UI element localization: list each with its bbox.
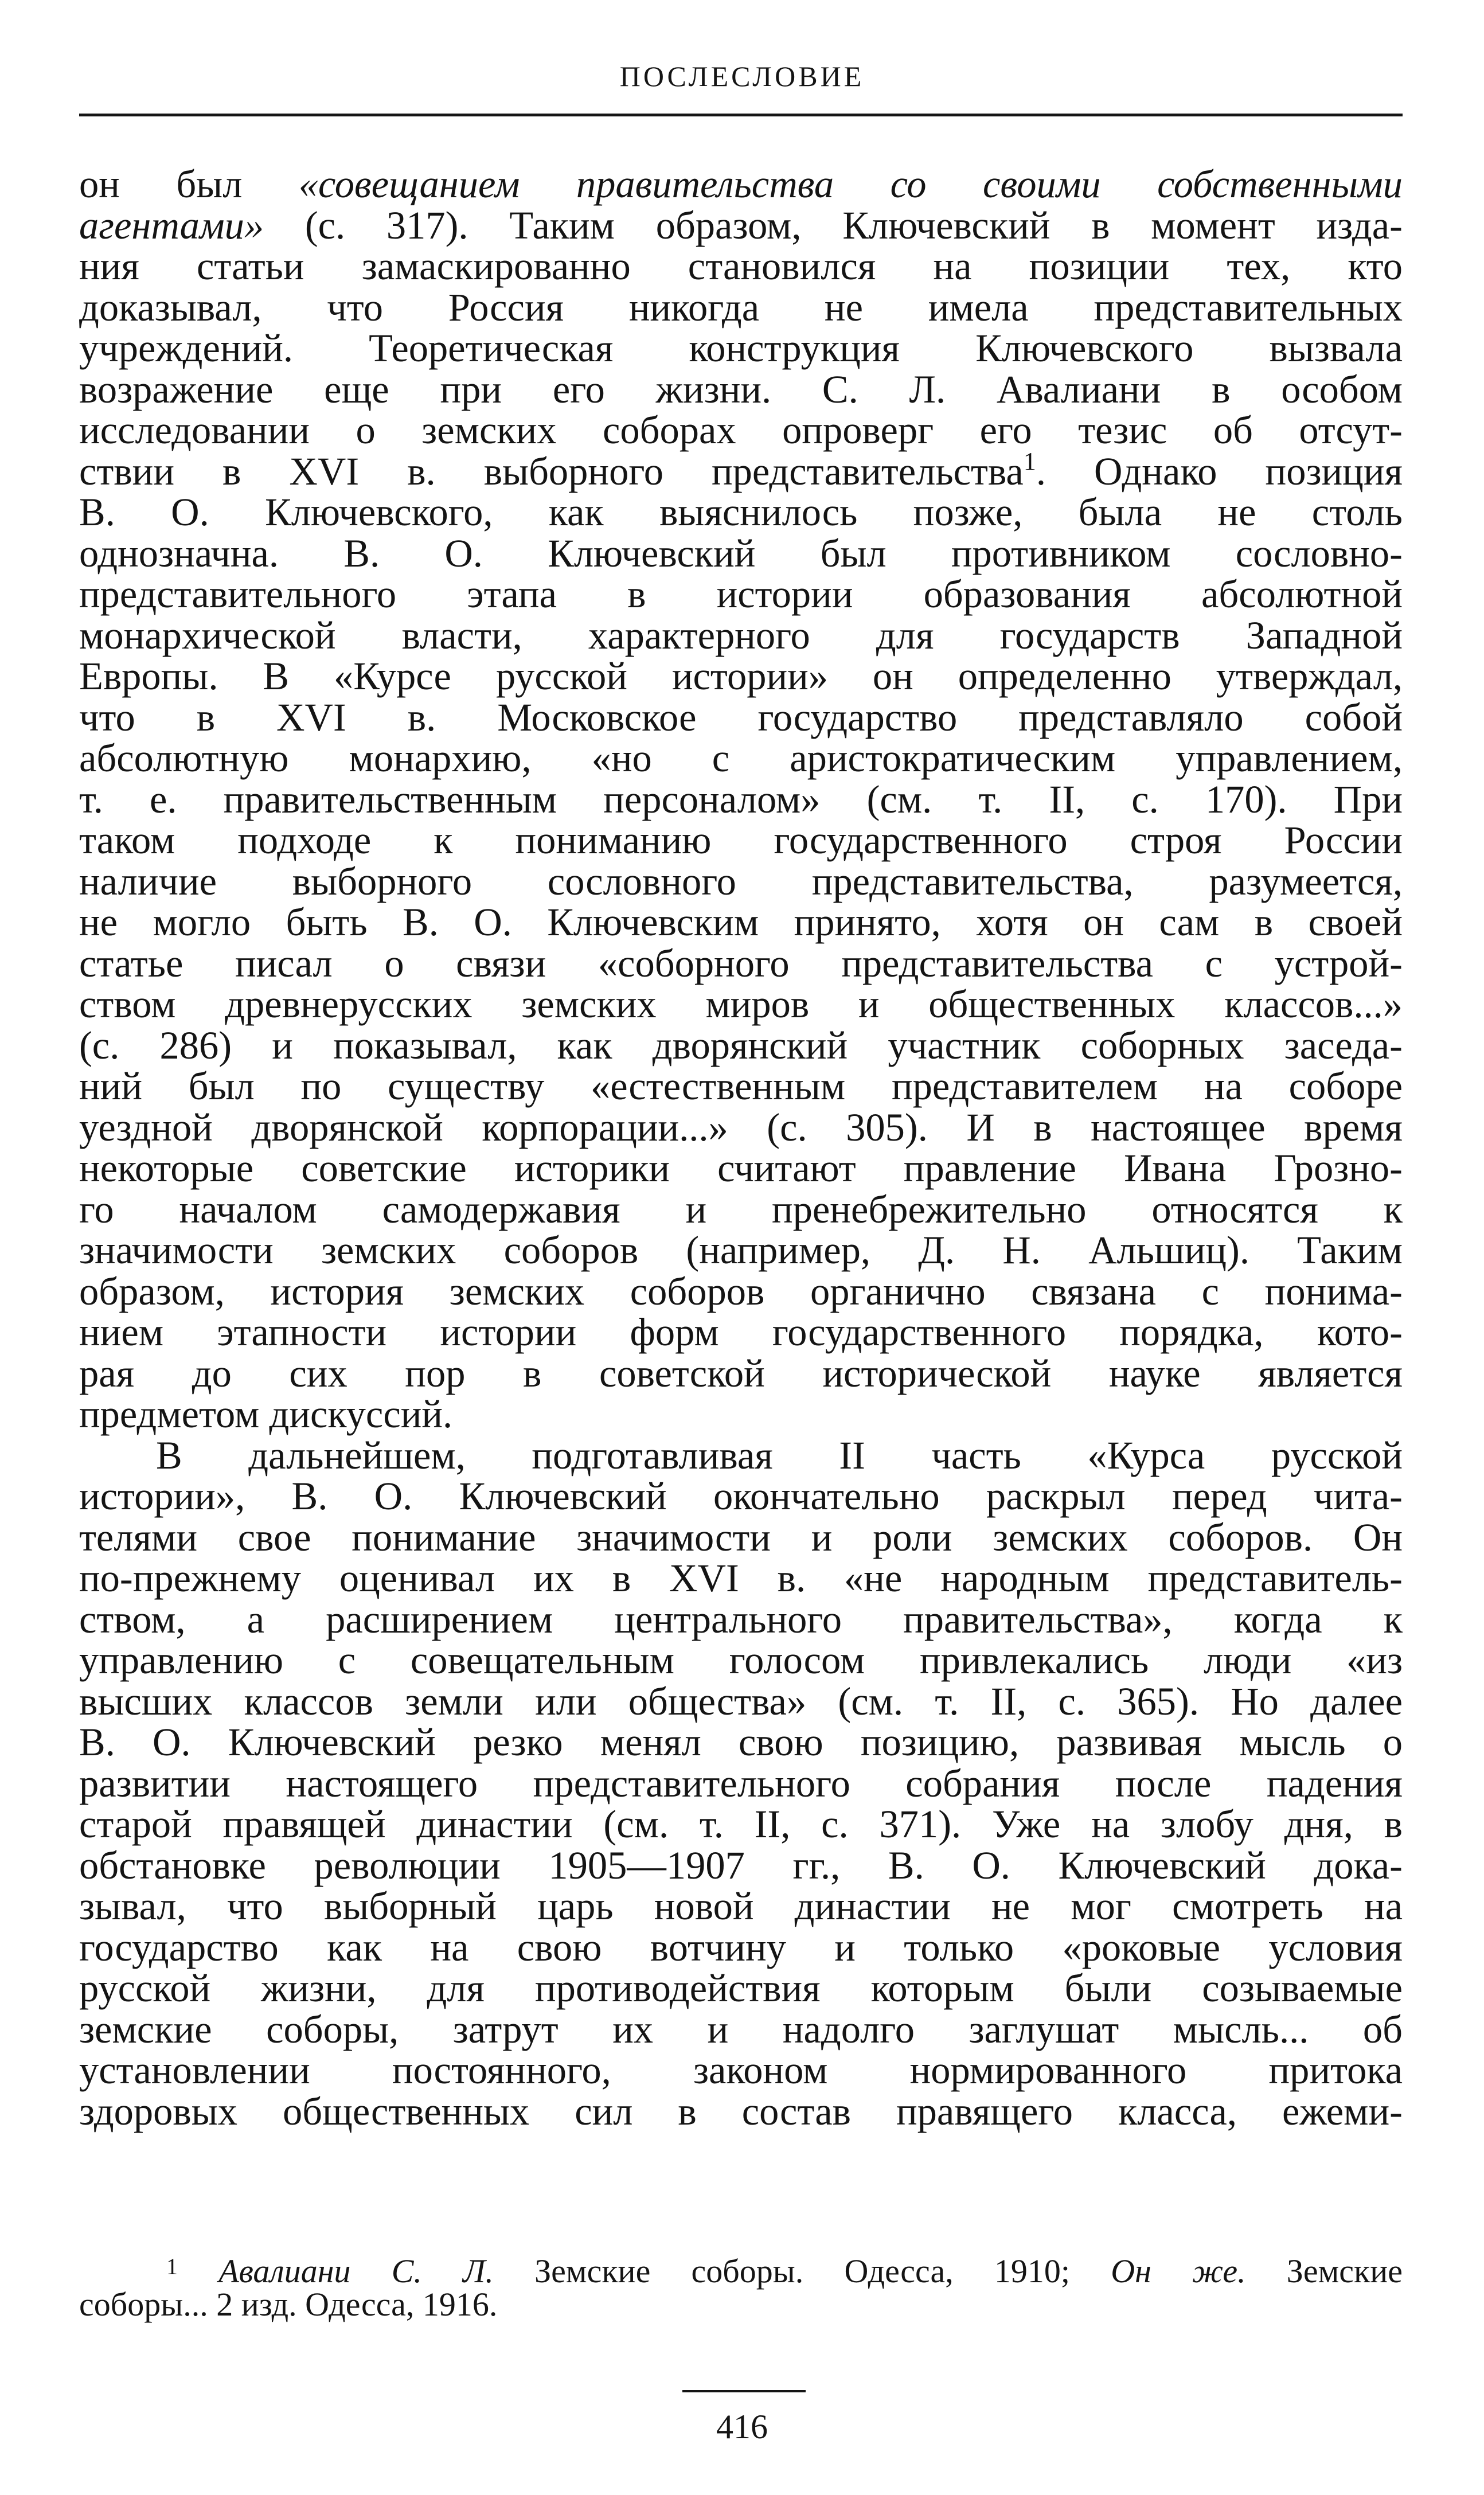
header-rule bbox=[79, 114, 1403, 116]
footnote-line: соборы... 2 изд. Одесса, 1916. bbox=[79, 2286, 498, 2323]
paragraph-2 bbox=[79, 1435, 1403, 2133]
text-line: абсолютную монархию, «но с аристократическим управлением, bbox=[79, 736, 1403, 780]
text-line: учреждений. Теоретическая конструкция Ключевского вызвала bbox=[79, 326, 1403, 370]
text-line: таком подходе к пониманию государственного строя России bbox=[79, 818, 1403, 862]
page-number-rule bbox=[682, 2390, 806, 2392]
text-line: старой правящей династии (см. т. II, с. 371). Уже на злобу дня, в bbox=[79, 1802, 1403, 1846]
footnote bbox=[79, 2248, 1403, 2324]
text-line: статье писал о связи «соборного представительства с устрой- bbox=[79, 941, 1403, 985]
text-line: ствии в XVI в. выборного представительства$^1$. Однако позиция bbox=[79, 447, 1403, 493]
text-line: обстановке революции 1905—1907 гг., В. О. Ключевский дока- bbox=[79, 1843, 1403, 1887]
text-line: монархической власти, характерного для государств Западной bbox=[79, 613, 1403, 657]
text-line: возражение еще при его жизни. С. Л. Авалиани в особом bbox=[79, 367, 1403, 411]
text-line: что в XVI в. Московское государство представляло собой bbox=[79, 695, 1403, 739]
footnote-author: Авалиани С. Л. bbox=[218, 2252, 494, 2290]
text-line: наличие выборного сословного представительства, разумеется, bbox=[79, 859, 1403, 903]
text-line: доказывал, что Россия никогда не имела представительных bbox=[79, 285, 1403, 329]
text-line: исследовании о земских соборах опроверг его тезис об отсут- bbox=[79, 408, 1403, 452]
text-line: В дальнейшем, подготавливая II часть «Курса русской bbox=[156, 1433, 1403, 1477]
text-line: предметом дискуссий. bbox=[79, 1392, 453, 1436]
page-number: 416 bbox=[716, 2408, 768, 2446]
text-line: государство как на свою вотчину и только «роковые условия bbox=[79, 1925, 1403, 1969]
text-line: русской жизни, для противодействия которым были созываемые bbox=[79, 1966, 1403, 2010]
text-line: (с. 286) и показывал, как дворянский участник соборных заседа- bbox=[79, 1023, 1403, 1067]
main-text bbox=[79, 164, 1403, 2132]
text-line: представительного этапа в истории образования абсолютной bbox=[79, 572, 1403, 616]
text-line: здоровых общественных сил в состав правящего класса, ежеми- bbox=[79, 2089, 1403, 2133]
text-line: телями свое понимание значимости и роли земских соборов. Он bbox=[79, 1515, 1403, 1559]
text-line: образом, история земских соборов органично связана с понима- bbox=[79, 1269, 1403, 1313]
text-line: ния статьи замаскированно становился на позиции тех, кто bbox=[79, 244, 1403, 288]
text-line: нием этапности истории форм государственного порядка, кото- bbox=[79, 1310, 1403, 1354]
footnote-ibid: Он же. bbox=[1111, 2252, 1246, 2290]
text-line: ний был по существу «естественным представителем на соборе bbox=[79, 1064, 1403, 1108]
text-line: земские соборы, затрут их и надолго заглушат мысль... об bbox=[79, 2007, 1403, 2051]
text-line: управлению с совещательным голосом привлекались люди «из bbox=[79, 1638, 1403, 1682]
text-line: В. О. Ключевский резко менял свою позицию, развивая мысль о bbox=[79, 1720, 1403, 1764]
text-line: некоторые советские историки считают правление Ивана Грозно- bbox=[79, 1146, 1403, 1190]
text-line: ством, а расширением центрального правительства», когда к bbox=[79, 1597, 1403, 1641]
text-line: значимости земских соборов (например, Д. Н. Альшиц). Таким bbox=[79, 1228, 1403, 1272]
text-line: по-прежнему оценивал их в XVI в. «не народным представитель- bbox=[79, 1556, 1403, 1600]
text-line: истории», В. О. Ключевский окончательно раскрыл перед чита- bbox=[79, 1474, 1403, 1518]
paragraph-1 bbox=[79, 164, 1403, 1435]
text-line: уездной дворянской корпорации...» (с. 305). И в настоящее время bbox=[79, 1105, 1403, 1149]
text-line: го началом самодержавия и пренебрежительно относятся к bbox=[79, 1187, 1403, 1231]
text-line: не могло быть В. О. Ключевским принято, хотя он сам в своей bbox=[79, 900, 1403, 944]
text-line: однозначна. В. О. Ключевский был противником сословно- bbox=[79, 531, 1403, 575]
text-line: зывал, что выборный царь новой династии не мог смотреть на bbox=[79, 1884, 1403, 1928]
text-line: т. е. правительственным персоналом» (см. т. II, с. 170). При bbox=[79, 777, 1403, 821]
text-line: В. О. Ключевского, как выяснилось позже, была не столь bbox=[79, 490, 1403, 534]
running-head: ПОСЛЕСЛОВИЕ bbox=[619, 60, 865, 92]
text-line: ством древнерусских земских миров и общественных классов...» bbox=[79, 982, 1403, 1026]
text-line: Европы. В «Курсе русской истории» он определенно утверждал, bbox=[79, 654, 1403, 698]
text-line: агентами» (с. 317). Таким образом, Ключевский в момент изда- bbox=[79, 203, 1403, 247]
text-line: установлении постоянного, законом нормированного притока bbox=[79, 2048, 1403, 2092]
footnote-reference: 1 bbox=[1023, 447, 1036, 475]
text-line: развитии настоящего представительного собрания после падения bbox=[79, 1761, 1403, 1805]
text-line: высших классов земли или общества» (см. т. II, с. 365). Но далее bbox=[79, 1679, 1403, 1723]
text-line: он был «совещанием правительства со своими собственными bbox=[79, 162, 1403, 206]
text-line: рая до сих пор в советской исторической науке является bbox=[79, 1351, 1403, 1395]
footnote-line: $^1$ Авалиани С. Л. Земские соборы. Одесса, 1910; Он же. Земские bbox=[166, 2252, 1403, 2290]
footnote-number: 1 bbox=[166, 2254, 178, 2279]
